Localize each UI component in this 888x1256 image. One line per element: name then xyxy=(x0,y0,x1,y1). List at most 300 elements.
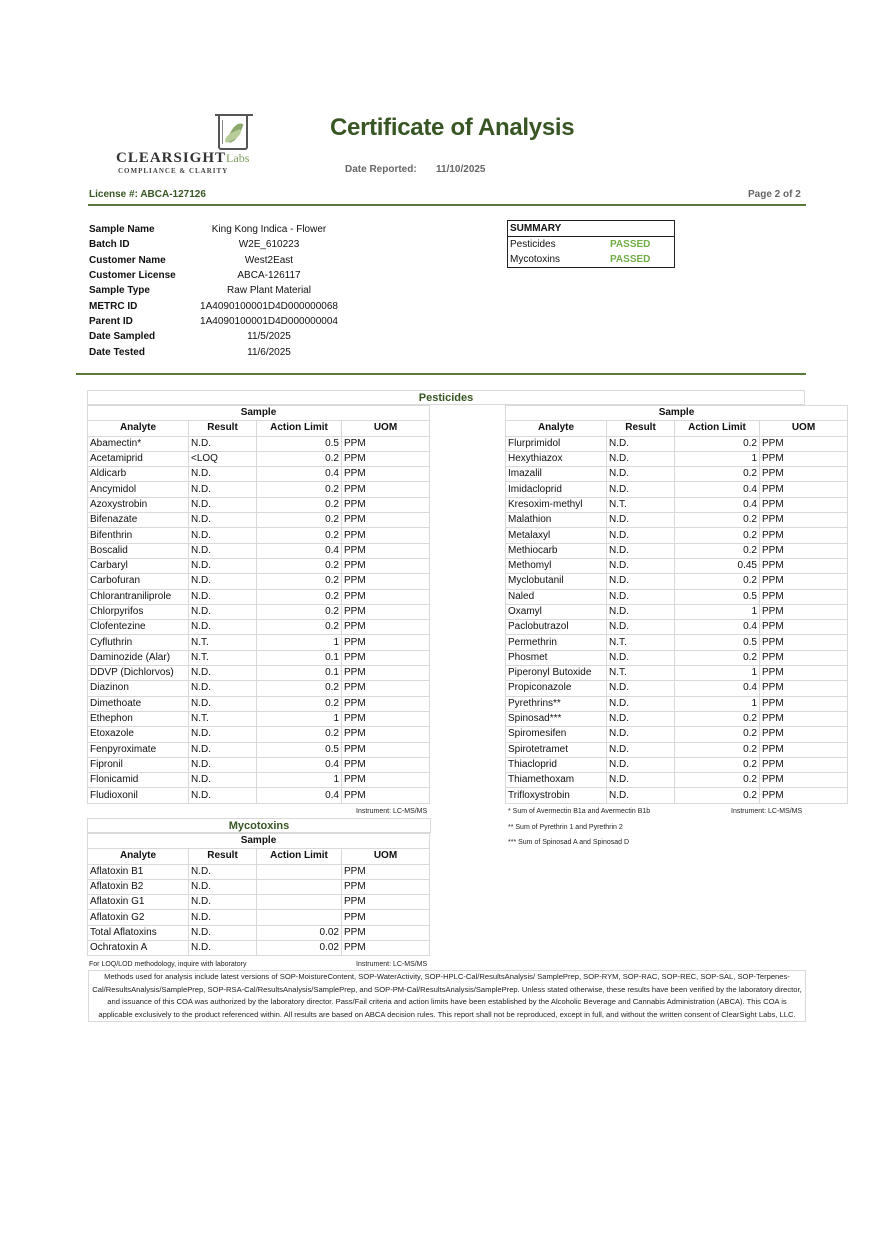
uom-cell: PPM xyxy=(760,742,848,757)
uom-cell: PPM xyxy=(760,666,848,681)
uom-cell: PPM xyxy=(760,589,848,604)
result-cell: N.D. xyxy=(607,543,675,558)
info-value: West2East xyxy=(244,254,294,266)
logo-suffix: Labs xyxy=(226,151,250,165)
action-limit-cell: 0.2 xyxy=(675,742,760,757)
action-limit-cell: 0.4 xyxy=(257,757,342,772)
uom-cell: PPM xyxy=(342,696,430,711)
mycotoxins-table xyxy=(87,833,430,956)
sample-info xyxy=(89,222,349,360)
uom-cell: PPM xyxy=(760,604,848,619)
column-header: Action Limit xyxy=(257,421,342,436)
info-label: Parent ID xyxy=(89,315,133,327)
pesticides-instrument-left: Instrument: LC-MS/MS xyxy=(356,808,428,815)
result-cell: N.D. xyxy=(189,497,257,512)
uom-cell: PPM xyxy=(760,513,848,528)
action-limit-cell: 0.1 xyxy=(257,666,342,681)
uom-cell: PPM xyxy=(760,635,848,650)
info-label: METRC ID xyxy=(89,300,138,312)
uom-cell: PPM xyxy=(760,696,848,711)
analyte-cell: Spiromesifen xyxy=(506,727,607,742)
sample-header: Sample xyxy=(88,406,430,421)
table-row xyxy=(88,879,430,894)
analyte-cell: Bifenazate xyxy=(88,513,189,528)
table-row xyxy=(88,543,430,558)
uom-cell: PPM xyxy=(342,757,430,772)
table-row xyxy=(88,620,430,635)
sample-info-row xyxy=(89,314,349,329)
result-cell: N.T. xyxy=(607,635,675,650)
action-limit-cell: 0.5 xyxy=(257,436,342,451)
sample-info-row xyxy=(89,344,349,359)
action-limit-cell: 0.2 xyxy=(257,681,342,696)
result-cell: N.D. xyxy=(607,711,675,726)
table-row xyxy=(88,864,430,879)
result-cell: N.D. xyxy=(607,574,675,589)
analyte-cell: Thiacloprid xyxy=(506,757,607,772)
analyte-cell: Methomyl xyxy=(506,558,607,573)
table-row xyxy=(88,742,430,757)
analyte-cell: Piperonyl Butoxide xyxy=(506,666,607,681)
result-cell: N.D. xyxy=(189,436,257,451)
analyte-cell: Permethrin xyxy=(506,635,607,650)
table-row xyxy=(88,757,430,772)
action-limit-cell: 0.2 xyxy=(675,727,760,742)
analyte-cell: Imazalil xyxy=(506,467,607,482)
action-limit-cell: 0.4 xyxy=(257,467,342,482)
sample-header-row xyxy=(506,406,848,421)
result-cell: <LOQ xyxy=(189,451,257,466)
table-row xyxy=(88,895,430,910)
pesticides-title: Pesticides xyxy=(87,390,805,405)
result-cell: N.D. xyxy=(607,650,675,665)
table-row xyxy=(506,436,848,451)
logo-tagline: COMPLIANCE & CLARITY xyxy=(118,167,229,175)
analyte-cell: Aflatoxin G2 xyxy=(88,910,189,925)
result-cell: N.D. xyxy=(607,467,675,482)
date-reported-value: 11/10/2025 xyxy=(436,164,486,175)
action-limit-cell: 0.4 xyxy=(257,788,342,803)
analyte-cell: Fipronil xyxy=(88,757,189,772)
info-label: Sample Type xyxy=(89,285,150,297)
column-header: UOM xyxy=(342,849,430,864)
analyte-cell: Trifloxystrobin xyxy=(506,788,607,803)
table-row xyxy=(88,650,430,665)
analyte-cell: Clofentezine xyxy=(88,620,189,635)
result-cell: N.D. xyxy=(607,558,675,573)
result-cell: N.D. xyxy=(189,666,257,681)
action-limit-cell: 1 xyxy=(675,666,760,681)
result-cell: N.D. xyxy=(189,910,257,925)
action-limit-cell: 0.2 xyxy=(257,589,342,604)
column-header: Action Limit xyxy=(675,421,760,436)
result-cell: N.D. xyxy=(607,436,675,451)
info-label: Customer License xyxy=(89,270,176,282)
result-cell: N.D. xyxy=(189,864,257,879)
analyte-cell: Malathion xyxy=(506,513,607,528)
action-limit-cell: 0.2 xyxy=(257,513,342,528)
sample-header-row xyxy=(88,834,430,849)
action-limit-cell: 0.4 xyxy=(675,681,760,696)
page-number: Page 2 of 2 xyxy=(748,189,801,200)
result-cell: N.D. xyxy=(607,681,675,696)
action-limit-cell xyxy=(257,910,342,925)
action-limit-cell: 1 xyxy=(257,635,342,650)
info-value: 1A4090100001D4D000000068 xyxy=(200,300,338,312)
action-limit-cell: 0.2 xyxy=(675,650,760,665)
info-label: Date Tested xyxy=(89,346,145,358)
result-cell: N.T. xyxy=(189,650,257,665)
action-limit-cell xyxy=(257,864,342,879)
analyte-cell: Thiamethoxam xyxy=(506,773,607,788)
action-limit-cell: 0.4 xyxy=(675,482,760,497)
analyte-cell: Spirotetramet xyxy=(506,742,607,757)
status-badge: PASSED xyxy=(610,239,651,250)
sample-info-row xyxy=(89,237,349,252)
action-limit-cell: 1 xyxy=(675,451,760,466)
table-row xyxy=(88,666,430,681)
summary-row-pesticides: Pesticides PASSED xyxy=(510,239,651,250)
action-limit-cell: 0.1 xyxy=(257,650,342,665)
action-limit-cell: 0.2 xyxy=(675,467,760,482)
table-row xyxy=(88,681,430,696)
result-cell: N.D. xyxy=(607,482,675,497)
analyte-cell: Cyfluthrin xyxy=(88,635,189,650)
analyte-cell: DDVP (Dichlorvos) xyxy=(88,666,189,681)
result-cell: N.D. xyxy=(607,513,675,528)
license-number: License #: ABCA-127126 xyxy=(89,189,206,200)
pesticides-table-right xyxy=(505,405,848,804)
info-label: Batch ID xyxy=(89,239,130,251)
table-row xyxy=(506,788,848,803)
uom-cell: PPM xyxy=(760,681,848,696)
uom-cell: PPM xyxy=(342,666,430,681)
pesticides-instrument-right: Instrument: LC-MS/MS xyxy=(731,808,803,815)
uom-cell: PPM xyxy=(342,879,430,894)
uom-cell: PPM xyxy=(342,589,430,604)
action-limit-cell: 0.2 xyxy=(675,436,760,451)
action-limit-cell: 0.2 xyxy=(257,604,342,619)
footnote-3: *** Sum of Spinosad A and Spinosad D xyxy=(508,839,630,846)
result-cell: N.T. xyxy=(189,711,257,726)
table-row xyxy=(506,696,848,711)
uom-cell: PPM xyxy=(342,528,430,543)
action-limit-cell: 0.2 xyxy=(257,528,342,543)
table-row xyxy=(506,467,848,482)
action-limit-cell: 0.02 xyxy=(257,941,342,956)
action-limit-cell: 0.2 xyxy=(675,757,760,772)
result-cell: N.D. xyxy=(189,727,257,742)
uom-cell: PPM xyxy=(342,864,430,879)
column-header: Result xyxy=(189,849,257,864)
uom-cell: PPM xyxy=(342,451,430,466)
table-row xyxy=(506,620,848,635)
table-row xyxy=(88,711,430,726)
table-row xyxy=(506,497,848,512)
uom-cell: PPM xyxy=(342,742,430,757)
sample-info-row xyxy=(89,268,349,283)
action-limit-cell: 0.2 xyxy=(257,482,342,497)
uom-cell: PPM xyxy=(342,941,430,956)
uom-cell: PPM xyxy=(760,711,848,726)
uom-cell: PPM xyxy=(760,451,848,466)
info-value: ABCA-126117 xyxy=(237,270,301,282)
uom-cell: PPM xyxy=(342,604,430,619)
result-cell: N.D. xyxy=(189,757,257,772)
action-limit-cell: 0.2 xyxy=(257,497,342,512)
uom-cell: PPM xyxy=(760,757,848,772)
action-limit-cell: 0.5 xyxy=(675,589,760,604)
result-cell: N.D. xyxy=(189,589,257,604)
page-title: Certificate of Analysis xyxy=(330,114,575,141)
analyte-cell: Carbofuran xyxy=(88,574,189,589)
result-cell: N.D. xyxy=(607,757,675,772)
uom-cell: PPM xyxy=(342,910,430,925)
column-header: UOM xyxy=(342,421,430,436)
info-label: Sample Name xyxy=(89,224,155,236)
table-row xyxy=(506,451,848,466)
action-limit-cell: 0.2 xyxy=(675,773,760,788)
analyte-cell: Fenpyroximate xyxy=(88,742,189,757)
action-limit-cell: 0.4 xyxy=(675,497,760,512)
sample-info-row xyxy=(89,222,349,237)
column-header-row xyxy=(506,421,848,436)
uom-cell: PPM xyxy=(760,497,848,512)
mycotoxins-title: Mycotoxins xyxy=(87,818,431,833)
result-cell: N.D. xyxy=(189,513,257,528)
status-badge: PASSED xyxy=(610,254,651,265)
result-cell: N.D. xyxy=(607,528,675,543)
action-limit-cell: 0.02 xyxy=(257,925,342,940)
table-row xyxy=(88,604,430,619)
table-row xyxy=(88,497,430,512)
analyte-cell: Paclobutrazol xyxy=(506,620,607,635)
table-row xyxy=(506,681,848,696)
action-limit-cell: 0.2 xyxy=(675,528,760,543)
analyte-cell: Metalaxyl xyxy=(506,528,607,543)
sample-info-row xyxy=(89,329,349,344)
sample-info-row xyxy=(89,298,349,313)
result-cell: N.T. xyxy=(607,666,675,681)
info-value: Raw Plant Material xyxy=(227,285,311,297)
action-limit-cell: 0.2 xyxy=(675,711,760,726)
sample-info-row xyxy=(89,283,349,298)
summary-title: SUMMARY xyxy=(508,221,674,237)
action-limit-cell xyxy=(257,895,342,910)
table-row xyxy=(88,482,430,497)
date-reported-label: Date Reported: xyxy=(345,164,417,175)
analyte-cell: Carbaryl xyxy=(88,558,189,573)
info-value: 1A4090100001D4D000000004 xyxy=(200,315,338,327)
analyte-cell: Flonicamid xyxy=(88,773,189,788)
analyte-cell: Imidacloprid xyxy=(506,482,607,497)
result-cell: N.D. xyxy=(607,742,675,757)
analyte-cell: Ochratoxin A xyxy=(88,941,189,956)
analyte-cell: Spinosad*** xyxy=(506,711,607,726)
table-row xyxy=(506,482,848,497)
analyte-cell: Acetamiprid xyxy=(88,451,189,466)
uom-cell: PPM xyxy=(760,543,848,558)
result-cell: N.D. xyxy=(607,604,675,619)
result-cell: N.D. xyxy=(607,620,675,635)
column-header: Action Limit xyxy=(257,849,342,864)
summary-row-mycotoxins: Mycotoxins PASSED xyxy=(510,254,651,265)
uom-cell: PPM xyxy=(342,711,430,726)
info-value: W2E_610223 xyxy=(238,239,300,251)
result-cell: N.D. xyxy=(189,558,257,573)
table-row xyxy=(506,666,848,681)
analyte-cell: Ethephon xyxy=(88,711,189,726)
uom-cell: PPM xyxy=(342,482,430,497)
sample-header: Sample xyxy=(506,406,848,421)
result-cell: N.D. xyxy=(189,574,257,589)
result-cell: N.D. xyxy=(189,543,257,558)
clearsight-logo xyxy=(110,112,260,176)
sample-header: Sample xyxy=(88,834,430,849)
action-limit-cell: 0.4 xyxy=(257,543,342,558)
sample-info-row xyxy=(89,253,349,268)
summary-box xyxy=(507,220,675,268)
analyte-cell: Kresoxim-methyl xyxy=(506,497,607,512)
result-cell: N.D. xyxy=(189,941,257,956)
result-cell: N.D. xyxy=(189,528,257,543)
table-row xyxy=(506,604,848,619)
table-row xyxy=(506,727,848,742)
table-row xyxy=(506,513,848,528)
section-divider xyxy=(76,373,806,375)
action-limit-cell: 0.4 xyxy=(675,620,760,635)
analyte-cell: Bifenthrin xyxy=(88,528,189,543)
table-row xyxy=(88,773,430,788)
analyte-cell: Fludioxonil xyxy=(88,788,189,803)
uom-cell: PPM xyxy=(760,558,848,573)
result-cell: N.T. xyxy=(607,497,675,512)
result-cell: N.D. xyxy=(189,925,257,940)
analyte-cell: Pyrethrins** xyxy=(506,696,607,711)
table-row xyxy=(88,436,430,451)
analyte-cell: Total Aflatoxins xyxy=(88,925,189,940)
column-header: UOM xyxy=(760,421,848,436)
uom-cell: PPM xyxy=(342,895,430,910)
result-cell: N.D. xyxy=(189,879,257,894)
table-row xyxy=(88,574,430,589)
action-limit-cell: 0.2 xyxy=(257,696,342,711)
result-cell: N.D. xyxy=(189,788,257,803)
table-row xyxy=(88,589,430,604)
result-cell: N.D. xyxy=(189,742,257,757)
result-cell: N.D. xyxy=(189,620,257,635)
uom-cell: PPM xyxy=(342,574,430,589)
analyte-cell: Myclobutanil xyxy=(506,574,607,589)
table-row xyxy=(506,742,848,757)
analyte-cell: Methiocarb xyxy=(506,543,607,558)
table-row xyxy=(88,727,430,742)
action-limit-cell: 0.2 xyxy=(675,513,760,528)
uom-cell: PPM xyxy=(342,497,430,512)
analyte-cell: Boscalid xyxy=(88,543,189,558)
table-row xyxy=(506,589,848,604)
analyte-cell: Aflatoxin B2 xyxy=(88,879,189,894)
table-row xyxy=(88,558,430,573)
uom-cell: PPM xyxy=(760,727,848,742)
uom-cell: PPM xyxy=(342,543,430,558)
result-cell: N.T. xyxy=(189,635,257,650)
action-limit-cell: 0.5 xyxy=(257,742,342,757)
result-cell: N.D. xyxy=(189,773,257,788)
footnote-1: * Sum of Avermectin B1a and Avermectin B1b xyxy=(508,808,651,815)
column-header: Result xyxy=(607,421,675,436)
uom-cell: PPM xyxy=(342,467,430,482)
analyte-cell: Propiconazole xyxy=(506,681,607,696)
uom-cell: PPM xyxy=(760,650,848,665)
uom-cell: PPM xyxy=(760,482,848,497)
uom-cell: PPM xyxy=(342,925,430,940)
table-row xyxy=(88,696,430,711)
analyte-cell: Chlorantraniliprole xyxy=(88,589,189,604)
action-limit-cell: 1 xyxy=(257,773,342,788)
uom-cell: PPM xyxy=(342,436,430,451)
table-row xyxy=(88,788,430,803)
action-limit-cell: 0.2 xyxy=(675,543,760,558)
action-limit-cell: 0.45 xyxy=(675,558,760,573)
sample-header-row xyxy=(88,406,430,421)
table-row xyxy=(506,757,848,772)
logo-name: CLEARSIGHT xyxy=(116,150,227,166)
analyte-cell: Oxamyl xyxy=(506,604,607,619)
result-cell: N.D. xyxy=(607,589,675,604)
methods-disclaimer: Methods used for analysis include latest versions of SOP-MoistureContent, SOP-WaterActivity, SOP-HPLC-Cal/ResultsAnalysis/ SamplePrep, SOP-RYM, SOP-RAC, SOP-REC, SOP-SAL, SOP-Terpenes-Cal/ResultsAnalysis/SamplePrep, SOP-RSA-Cal/ResultsAnalysis/SamplePrep, and SOP-PM-Cal/ResultsAnalysis/SamplePrep. Unless stated otherwise, these results have been verified by the laboratory director, and issuance of this COA was authorized by the laboratory director. Pass/Fail criteria and action limits have been established by the Alcoholic Beverage and Cannabis Administration (ABCA). This COA is applicable exclusively to the product referenced within. All results are based on ABCA decision rules. This report shall not be reproduced, except in full, and without the written consent of ClearSight Labs, LLC. xyxy=(88,970,806,1022)
uom-cell: PPM xyxy=(342,788,430,803)
action-limit-cell: 0.2 xyxy=(675,574,760,589)
result-cell: N.D. xyxy=(189,895,257,910)
analyte-cell: Hexythiazox xyxy=(506,451,607,466)
action-limit-cell: 1 xyxy=(675,696,760,711)
action-limit-cell: 0.5 xyxy=(675,635,760,650)
column-header-row xyxy=(88,849,430,864)
uom-cell: PPM xyxy=(760,467,848,482)
uom-cell: PPM xyxy=(760,788,848,803)
column-header: Analyte xyxy=(88,849,189,864)
uom-cell: PPM xyxy=(342,650,430,665)
mycotoxins-instrument: Instrument: LC-MS/MS xyxy=(356,961,428,968)
uom-cell: PPM xyxy=(760,574,848,589)
column-header: Analyte xyxy=(88,421,189,436)
table-row xyxy=(88,513,430,528)
footnote-2: ** Sum of Pyrethrin 1 and Pyrethrin 2 xyxy=(508,824,623,831)
loq-note: For LOQ/LOD methodology, inquire with laboratory xyxy=(89,961,247,968)
action-limit-cell: 0.2 xyxy=(675,788,760,803)
info-label: Date Sampled xyxy=(89,331,156,343)
analyte-cell: Naled xyxy=(506,589,607,604)
table-row xyxy=(88,467,430,482)
table-row xyxy=(506,773,848,788)
result-cell: N.D. xyxy=(189,467,257,482)
analyte-cell: Flurprimidol xyxy=(506,436,607,451)
uom-cell: PPM xyxy=(342,635,430,650)
uom-cell: PPM xyxy=(342,620,430,635)
uom-cell: PPM xyxy=(760,773,848,788)
uom-cell: PPM xyxy=(342,681,430,696)
result-cell: N.D. xyxy=(189,482,257,497)
column-header-row xyxy=(88,421,430,436)
action-limit-cell: 0.2 xyxy=(257,727,342,742)
table-row xyxy=(506,574,848,589)
analyte-cell: Ancymidol xyxy=(88,482,189,497)
action-limit-cell: 0.2 xyxy=(257,574,342,589)
table-row xyxy=(506,558,848,573)
table-row xyxy=(88,451,430,466)
analyte-cell: Aflatoxin G1 xyxy=(88,895,189,910)
